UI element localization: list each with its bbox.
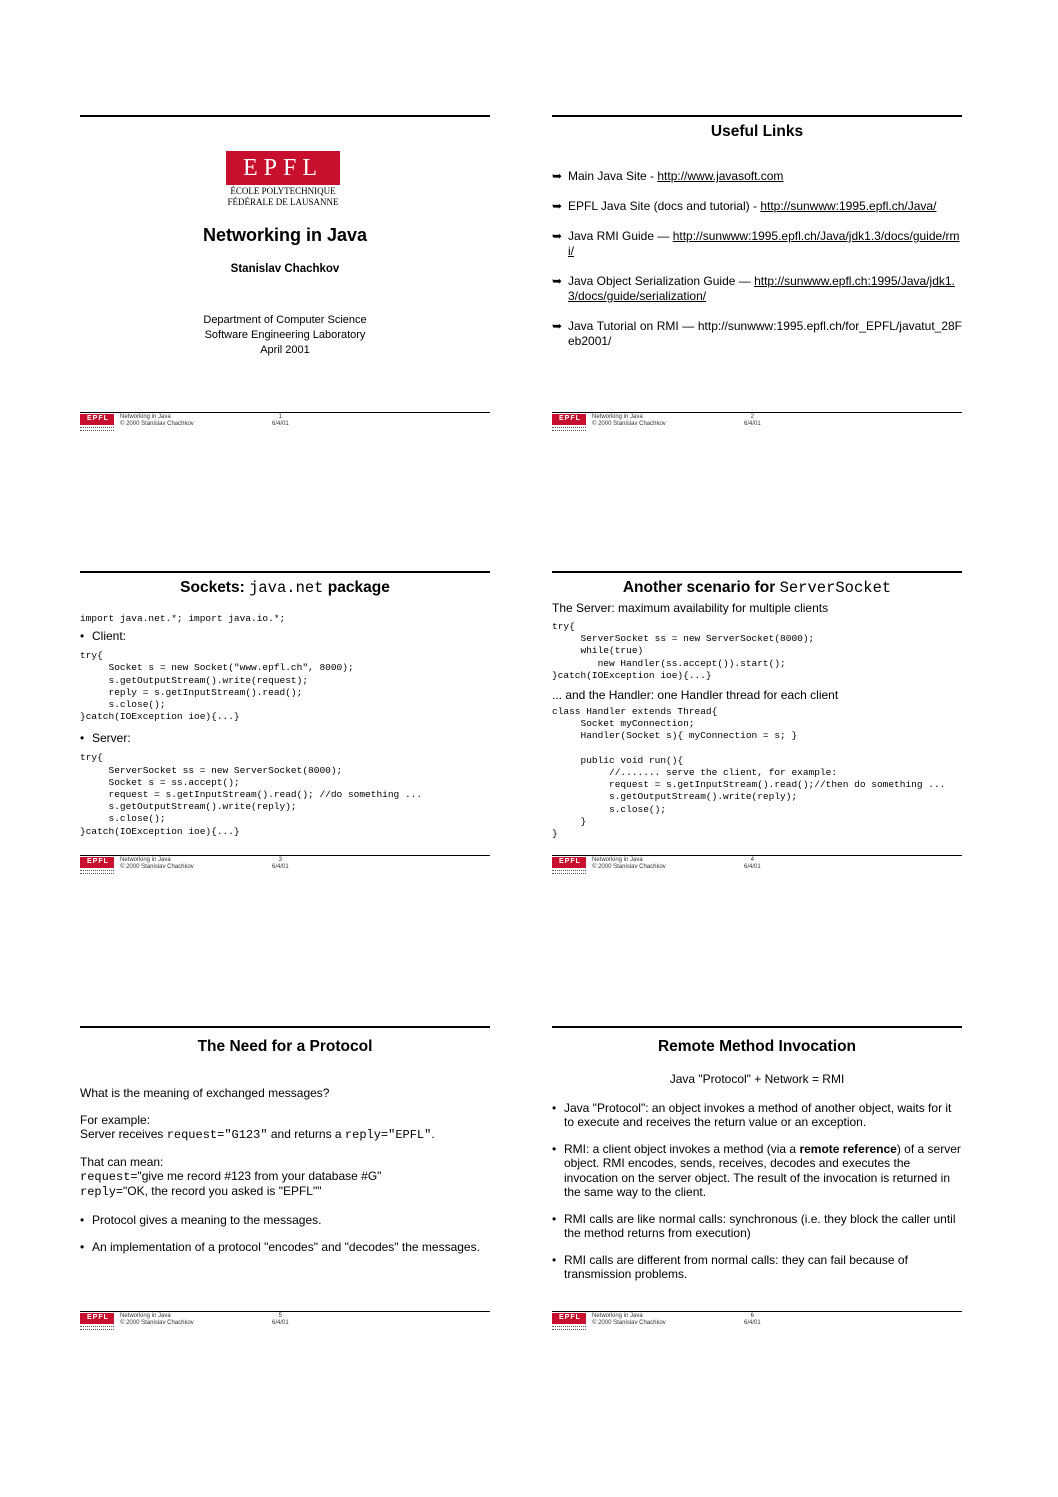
bullet-item: • An implementation of a protocol "encodes" and "decodes" the messages.: [80, 1240, 490, 1254]
rmi-equation: Java "Protocol" + Network = RMI: [669, 1072, 845, 1086]
logo-line-2: FÉDÉRALE DE LAUSANNE: [227, 197, 339, 207]
footer-logo: EPFL: [80, 414, 114, 436]
epfl-java-link[interactable]: http://sunwww:1995.epfl.ch/Java/: [760, 199, 937, 213]
slide-4: [552, 571, 962, 883]
footer-logo: EPFL: [80, 1313, 114, 1335]
client-code: try{ Socket s = new Socket("www.epfl.ch", 8000); s.getOutputStream().write(request); reply = s.getInputStream().read(); s.close(); }catch(IOException ioe){...}: [80, 650, 354, 723]
link-item: ➥ EPFL Java Site (docs and tutorial) - http://sunwww:1995.epfl.ch/Java/: [552, 199, 962, 214]
java-site-link[interactable]: http://www.javasoft.com: [657, 169, 784, 183]
slide-1: [80, 115, 490, 440]
slide-title: Sockets: java.net package: [180, 579, 390, 597]
footer-text: Networking in Java © 2000 Stanislav Chachkov: [120, 1313, 194, 1326]
slide-6: [552, 1026, 962, 1339]
footer-text: Networking in Java © 2000 Stanislav Chachkov: [120, 414, 194, 427]
footer-logo: EPFL: [80, 857, 114, 879]
laboratory: Software Engineering Laboratory: [204, 329, 366, 341]
footer-text: Networking in Java © 2000 Stanislav Chachkov: [592, 857, 666, 870]
link-item: ➥ Java Tutorial on RMI — http://sunwww:1995.epfl.ch/for_EPFL/javatut_28Feb2001/: [552, 319, 962, 349]
footer-page-number: 3 6/4/01: [272, 857, 289, 870]
slide-top-rule: [552, 571, 962, 573]
date: April 2001: [260, 344, 310, 356]
slide-footer: [80, 1311, 490, 1339]
bullet-item: • RMI: a client object invokes a method (via a remote reference) of a server object. RMI encodes, sends, receives, decodes and executes the invocation on the server object. The result of the invocation is returned in the same way to the client.: [552, 1142, 962, 1200]
server-code: try{ ServerSocket ss = new ServerSocket(8000); Socket s = ss.accept(); request = s.getInputStream().read(); //do something ... s.getOutputStream().write(reply); s.close(); }catch(IOException ioe){...}: [80, 752, 423, 837]
page-title: Networking in Java: [202, 225, 368, 245]
author: Stanislav Chachkov: [230, 263, 340, 275]
request-meaning: request="give me record #123 from your database #G": [80, 1169, 382, 1184]
serialization-guide-link[interactable]: http://sunwww.epfl.ch:1995/Java/jdk1.3/docs/guide/serialization/: [568, 274, 955, 303]
reply-meaning: reply="OK, the record you asked is "EPFL"": [80, 1184, 322, 1199]
slide-top-rule: [80, 115, 490, 117]
slide-title: Another scenario for ServerSocket: [622, 579, 892, 597]
footer-page-number: 6 6/4/01: [744, 1313, 761, 1326]
link-item: ➥ Java Object Serialization Guide — http://sunwww.epfl.ch:1995/Java/jdk1.3/docs/guide/serialization/: [552, 274, 962, 304]
affiliation: [80, 313, 490, 358]
footer-page-number: 4 6/4/01: [744, 857, 761, 870]
slide-top-rule: [80, 571, 490, 573]
slide-footer: [552, 855, 962, 883]
slide-content: [552, 1072, 962, 1282]
server-bullet: • Server:: [80, 731, 490, 745]
handler-caption: ... and the Handler: one Handler thread for each client: [552, 688, 839, 703]
server-loop-code: try{ ServerSocket ss = new ServerSocket(8000); while(true) new Handler(ss.accept()).start(); }catch(IOException ioe){...}: [552, 621, 815, 681]
subtitle: The Server: maximum availability for multiple clients: [552, 601, 829, 615]
footer-logo: EPFL: [552, 414, 586, 436]
slide-content: [80, 613, 490, 838]
slide-3: [80, 571, 490, 883]
footer-text: Networking in Java © 2000 Stanislav Chachkov: [592, 1313, 666, 1326]
department: Department of Computer Science: [203, 314, 367, 326]
meaning-label: That can mean:: [80, 1155, 164, 1169]
bullet-item: • Java "Protocol": an object invokes a method of another object, waits for it to execute and receives the return value or an exception.: [552, 1101, 962, 1130]
client-bullet: • Client:: [80, 629, 490, 643]
slide-top-rule: [552, 1026, 962, 1028]
slide-title: The Need for a Protocol: [197, 1038, 373, 1055]
bullet-item: • RMI calls are like normal calls: synchronous (i.e. they block the caller until the method returns from execution): [552, 1212, 962, 1241]
import-code: import java.net.*; import java.io.*;: [80, 613, 286, 624]
bullet-item: • RMI calls are different from normal calls: they can fail because of transmission problems.: [552, 1253, 962, 1282]
bullet-item: • Protocol gives a meaning to the messages.: [80, 1213, 490, 1227]
link-item: ➥ Main Java Site - http://www.javasoft.com: [552, 169, 962, 184]
link-item: ➥ Java RMI Guide — http://sunwww:1995.epfl.ch/Java/jdk1.3/docs/guide/rmi/: [552, 229, 962, 259]
rmi-guide-link[interactable]: http://sunwww:1995.epfl.ch/Java/jdk1.3/docs/guide/rmi/: [568, 229, 960, 258]
slide-footer: [552, 1311, 962, 1339]
epfl-logo: [226, 151, 340, 215]
links-list: [552, 169, 962, 364]
slide-top-rule: [552, 115, 962, 117]
footer-page-number: 1 6/4/01: [272, 414, 289, 427]
slide-title: Remote Method Invocation: [657, 1038, 857, 1055]
footer-page-number: 2 6/4/01: [744, 414, 761, 427]
slide-title: Useful Links: [710, 123, 804, 140]
epfl-logo-text: EPFL: [242, 155, 323, 181]
slide-footer: [552, 412, 962, 440]
footer-page-number: 5 6/4/01: [272, 1313, 289, 1326]
slide-footer: [80, 855, 490, 883]
slide-5: [80, 1026, 490, 1339]
footer-logo: EPFL: [552, 857, 586, 879]
example-line: Server receives request="G123" and returns a reply="EPFL".: [80, 1127, 435, 1142]
slide-content: [552, 601, 962, 840]
slide-footer: [80, 412, 490, 440]
footer-text: Networking in Java © 2000 Stanislav Chachkov: [592, 414, 666, 427]
handler-code: class Handler extends Thread{ Socket myConnection; Handler(Socket s){ myConnection = s; } public void run(){ //....... serve the client, for example: request = s.getInputStream().read();//then do something ... s.getOutputStream().write(reply); s.close(); } }: [552, 706, 946, 840]
footer-text: Networking in Java © 2000 Stanislav Chachkov: [120, 857, 194, 870]
logo-line-1: ÉCOLE POLYTECHNIQUE: [230, 186, 336, 196]
footer-logo: EPFL: [552, 1313, 586, 1335]
slide-2: [552, 115, 962, 440]
slide-top-rule: [80, 1026, 490, 1028]
question: What is the meaning of exchanged messages?: [80, 1086, 330, 1100]
example-label: For example:: [80, 1113, 151, 1127]
slide-content: [80, 1086, 490, 1254]
